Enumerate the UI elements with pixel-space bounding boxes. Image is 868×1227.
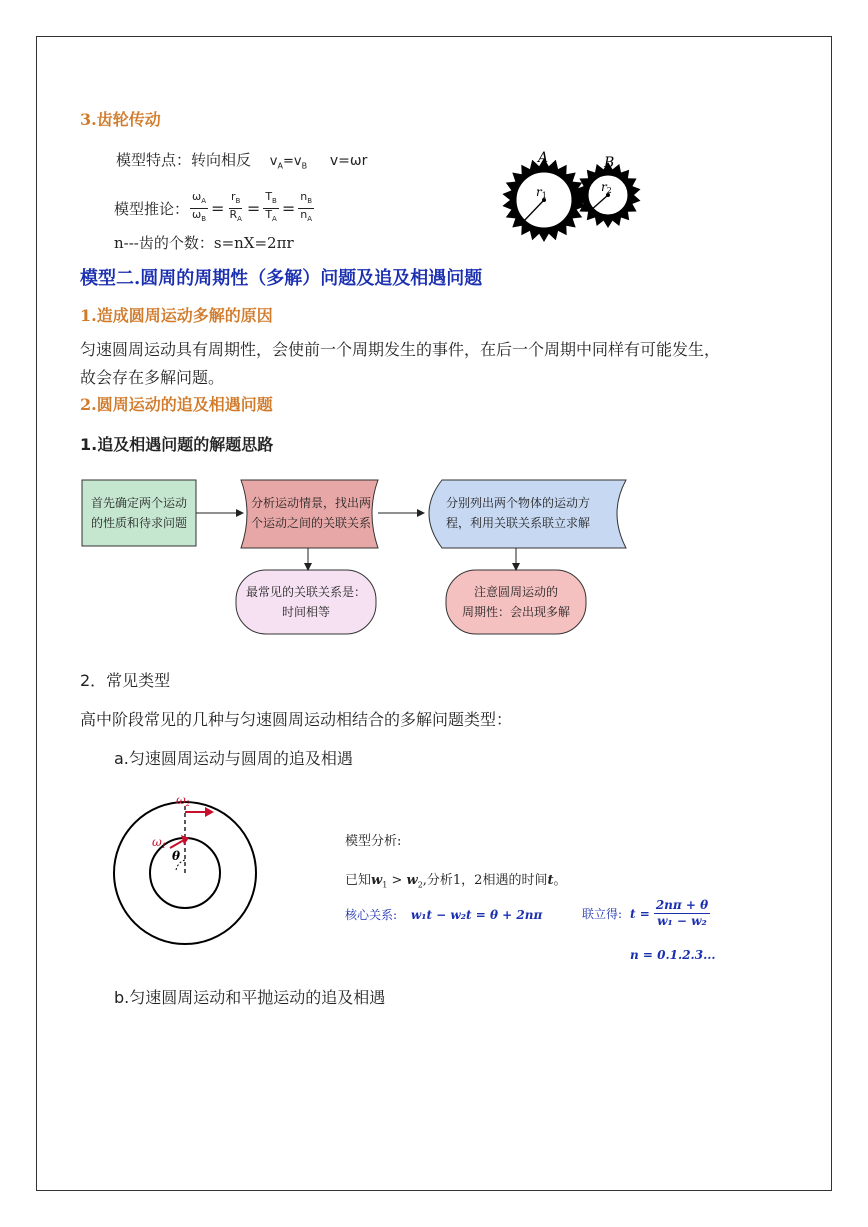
- gear-label-r1: r1: [536, 185, 547, 200]
- joint-solution: [582, 898, 711, 929]
- core-relation: [345, 906, 542, 923]
- joint-lhs: t =: [630, 906, 650, 921]
- gear-label-b: B: [604, 155, 615, 171]
- inference-fraction-omega: $\frac{\omega_A}{\omega_B}$: [192, 190, 207, 223]
- types-title: 2．常见类型: [80, 671, 171, 690]
- theta-label: θ: [172, 849, 181, 863]
- feature-formula-velocity: $v_A=v_B$: [269, 154, 308, 171]
- thinking-title: 1.追及相遇问题的解题思路: [80, 435, 274, 454]
- feature-formula-omega: v=ωr: [329, 153, 368, 169]
- flow-box-equations-text: 分别列出两个物体的运动方 程，利用关联关系联立求解: [445, 496, 590, 530]
- analysis-label: 模型分析:: [345, 834, 402, 849]
- gear-diagram: [500, 145, 645, 245]
- core-label: 核心关系:: [345, 908, 398, 922]
- flow-box-relation-text: 最常见的关联关系是： 时间相等: [245, 585, 366, 619]
- omega1-label: ω1: [152, 835, 167, 850]
- inference-fraction-period: $\frac{T_B}{T_A}$: [265, 190, 277, 223]
- multi-solution-para-line2: 故会存在多解问题。: [80, 368, 225, 387]
- joint-label: 联立得:: [582, 907, 623, 921]
- type-b-title: b.匀速圆周运动和平抛运动的追及相遇: [114, 988, 386, 1007]
- types-intro: 高中阶段常见的几种与匀速圆周运动相结合的多解问题类型：: [80, 710, 513, 729]
- model-inference-line: 模型推论： $\frac{\omega_A}{\omega_B}$ = $\frac{r_B}{R_A}$ = $\frac{T_B}{T_A}$ = $\frac{n_B}{n_A}$: [114, 190, 313, 223]
- flow-box-analyze-text: 分析运动情景，找出两 个运动之间的关联关系: [250, 496, 371, 530]
- joint-fraction: $\frac{2n\pi + \theta}{\text{w₁ − w₂}}$: [655, 898, 709, 928]
- gear-heading: 3.齿轮传动: [80, 110, 161, 129]
- multi-solution-heading: 1.造成圆周运动多解的原因: [80, 306, 273, 325]
- gear-label-r2: r2: [601, 180, 612, 195]
- type-a-title: a.匀速圆周运动与圆周的追及相遇: [114, 749, 353, 768]
- gear-label-a: A: [538, 150, 549, 166]
- n-values: n = 0.1.2.3...: [630, 948, 716, 962]
- known-condition: 已知$w_1 > w_2$,分析1，2相遇的时间t。: [345, 873, 567, 890]
- omega2-label: ω2: [176, 793, 191, 808]
- core-formula: w₁t − w₂t = θ + 2nπ: [410, 908, 543, 922]
- concentric-circles-diagram: [110, 790, 270, 950]
- feature-label: 模型特点：转向相反: [116, 151, 252, 169]
- multi-solution-para-line1: 匀速圆周运动具有周期性，会使前一个周期发生的事件，在后一个周期中同样有可能发生，: [80, 340, 721, 359]
- model-feature-line: [116, 149, 367, 171]
- model2-title: 模型二.圆周的周期性（多解）问题及追及相遇问题: [80, 268, 483, 289]
- teeth-count-line: n---齿的个数：s=nX=2πr: [114, 234, 294, 252]
- inference-fraction-teeth: $\frac{n_B}{n_A}$: [300, 190, 313, 223]
- chase-meet-heading: 2.圆周运动的追及相遇问题: [80, 395, 273, 414]
- inference-label: 模型推论：: [114, 199, 190, 218]
- flow-box-periodicity-text: 注意圆周运动的 周期性：会出现多解: [461, 585, 570, 619]
- flow-box-determine-text: 首先确定两个运动 的性质和待求问题: [90, 496, 187, 530]
- inference-fraction-radius: $\frac{r_B}{R_A}$: [229, 190, 242, 223]
